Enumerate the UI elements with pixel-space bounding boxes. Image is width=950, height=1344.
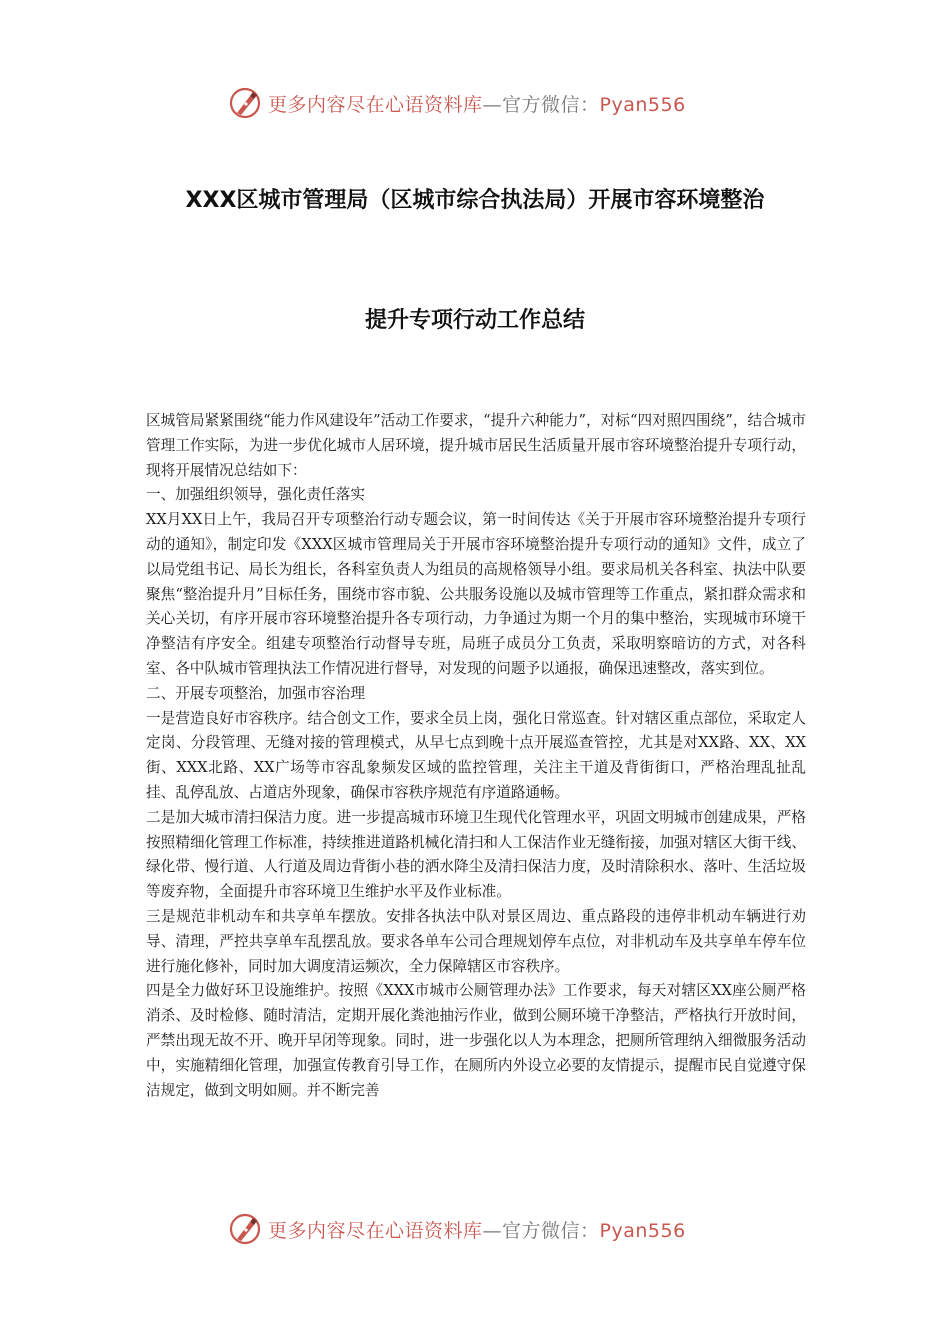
paragraph-1: XX月XX日上午，我局召开专项整治行动专题会议，第一时间传达《关于开展市容环境整治提升专项行动的通知》，制定印发《XXX区城市管理局关于开展市容环境整治提升专项行动的通知》文件，成立了以局党组书记、局长为组长，各科室负责人为组员的高规格领导小组。要求局机关各科室、执法中队要聚焦“整治提升月”目标任务，围绕市容市貌、公共服务设施以及城市管理等工作重点，紧扣群众需求和关心关切，有序开展市容环境整治提升各专项行动，力争通过为期一个月的集中整治，实现城市环境干净整洁有序安全。组建专项整治行动督导专班，局班子成员分工负责，采取明察暗访的方式，对各科室、各中队城市管理执法工作情况进行督导，对发现的问题予以通报，确保迅速整改，落实到位。: [146, 511, 806, 677]
intro-paragraph: 区城管局紧紧围绕“能力作风建设年”活动工作要求，“提升六种能力”，对标“四对照四围绕”，结合城市管理工作实际，为进一步优化城市人居环境，提升城市居民生活质量开展市容环境整治提升专项行动，现将开展情况总结如下：: [146, 412, 806, 479]
banner-text: 更多内容尽在心语资料库—官方微信：Pyan556: [268, 1219, 686, 1242]
paragraph-4: 三是规范非机动车和共享单车摆放。安排各执法中队对景区周边、重点路段的违停非机动车辆进行劝导、清理，严控共享单车乱摆乱放。要求各单车公司合理规划停车点位，对非机动车及共享单车停车位进行施化修补，同时加大调度清运频次，全力保障辖区市容秩序。: [146, 907, 806, 975]
section-heading-1: 一、加强组织领导，强化责任落实: [146, 486, 365, 504]
document-title-line1: XXX区城市管理局（区城市综合执法局）开展市容环境整治: [185, 188, 765, 213]
header-banner: [0, 83, 950, 123]
footer-banner: [0, 1209, 950, 1249]
document-body: [146, 409, 806, 1103]
document-title-line2: 提升专项行动工作总结: [364, 308, 585, 333]
pen-nib-logo-icon: [228, 1212, 262, 1246]
banner-text: 更多内容尽在心语资料库—官方微信：Pyan556: [268, 93, 686, 116]
paragraph-3: 二是加大城市清扫保洁力度。进一步提高城市环境卫生现代化管理水平，巩固文明城市创建成果，严格按照精细化管理工作标准，持续推进道路机械化清扫和人工保洁作业无缝衔接，加强对辖区大街干线、绿化带、慢行道、人行道及周边背街小巷的洒水降尘及清扫保洁力度，及时清除积水、落叶、生活垃圾等废弃物，全面提升市容环境卫生维护水平及作业标准。: [146, 808, 806, 901]
section-heading-2: 二、开展专项整治，加强市容治理: [146, 684, 365, 702]
paragraph-2: 一是营造良好市容秩序。结合创文工作，要求全员上岗，强化日常巡查。针对辖区重点部位，采取定人定岗、分段管理、无缝对接的管理模式，从早七点到晚十点开展巡查管控，尤其是对XX路、XX、XX街、XXX北路、XX广场等市容乱象频发区域的监控管理，关注主干道及背街街口，严格治理乱扯乱挂、乱停乱放、占道店外现象，确保市容秩序规范有序道路通畅。: [146, 709, 806, 801]
pen-nib-logo-icon: [228, 86, 262, 120]
paragraph-5: 四是全力做好环卫设施维护。按照《XXX市城市公厕管理办法》工作要求，每天对辖区XX座公厕严格消杀、及时检修、随时清洁，定期开展化粪池抽污作业，做到公厕环境干净整洁，严格执行开放时间，严禁出现无故不开、晚开早闭等现象。同时，进一步强化以人为本理念，把厕所管理纳入细微服务活动中，实施精细化管理，加强宣传教育引导工作，在厕所内外设立必要的友情提示，提醒市民自觉遵守保洁规定，做到文明如厕。并不断完善: [146, 982, 806, 1099]
